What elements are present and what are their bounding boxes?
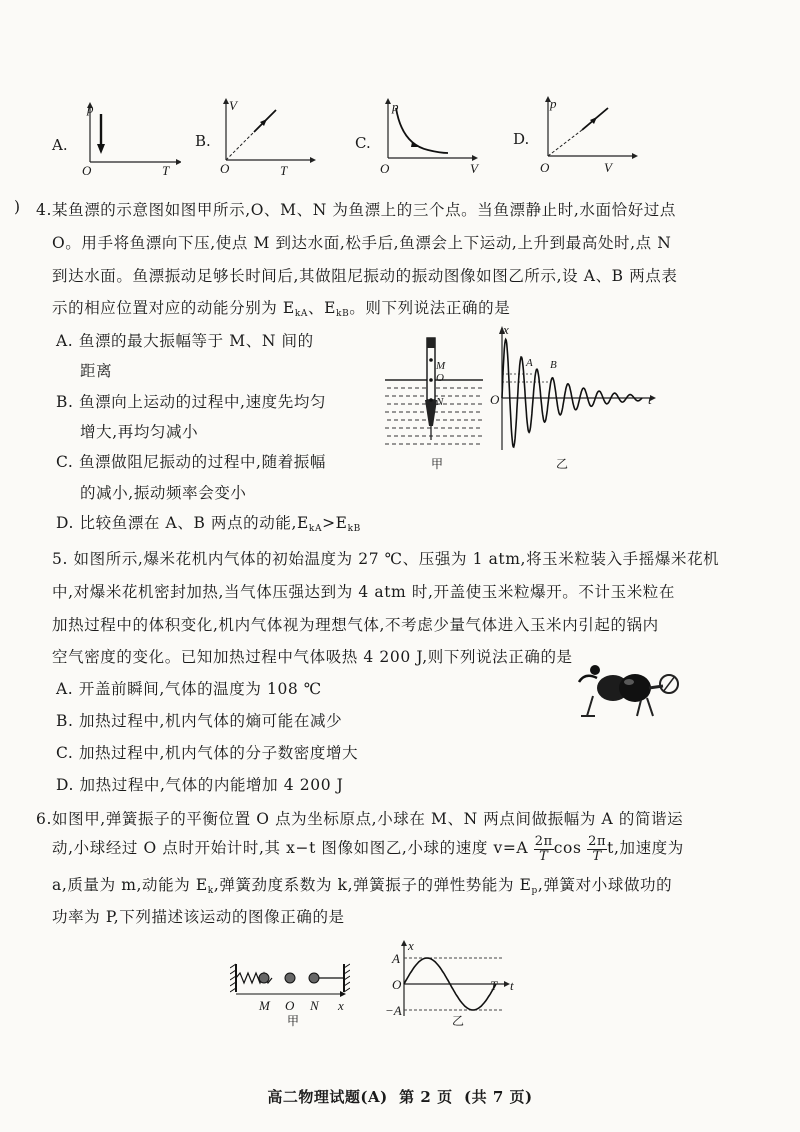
q4-graph-origin: O [490,392,500,407]
q5-option-c: C. 加热过程中,机内气体的分子数密度增大 [56,744,359,762]
q3-option-c-label: C. [355,134,371,152]
q3-a-x-label: T [162,163,170,178]
popcorn-machine-image [575,658,683,720]
q4-line-2: O。用手将鱼漂向下压,使点 M 到达水面,松手后,鱼漂会上下运动,上升到最高处时,点 N [52,234,672,252]
page-footer: 高二物理试题(A) 第 2 页 (共 7 页) [267,1088,533,1106]
fraction-2pi-over-T: $\frac{2\pi}{T}$ [534,833,553,864]
q6-graph-origin: O [392,977,402,992]
q3-c-origin: O [380,161,390,176]
q6-point-N-label: N [310,998,319,1013]
q4-float-N-label: N [436,396,444,408]
q6-graph-t-label: t [510,978,514,993]
q3-option-d-label: D. [513,130,530,148]
q5-line-3: 加热过程中的体积变化,机内气体视为理想气体,不考虑少量气体进入玉米内引起的锅内 [52,616,659,634]
q6-graph-negA-label: −A [385,1003,402,1018]
q4-option-d: D. 比较鱼漂在 A、B 两点的动能$,E_{kA}>E_{kB}$ [56,514,361,534]
q6-line-2: 动,小球经过 O 点时开始计时,其 x−t 图像如图乙,小球的速度 v=A $\frac{2\pi}{T}$ cos $\frac{2\pi}{T}$ t,加速度为 [52,833,684,864]
q4-damped-graph [490,322,660,454]
q3-d-origin: O [540,160,550,175]
q4-margin-mark: ) [14,198,21,216]
q3-c-y-label: p [392,99,399,114]
q4-graph-x-label: x [503,322,509,337]
q5-line-1: 5. 如图所示,爆米花机内气体的初始温度为 27 ℃、压强为 1 atm,将玉米粒装入手摇爆米花机 [52,550,720,568]
q4-float-M-label: M [436,360,446,372]
q6-point-O-label: O [285,998,295,1013]
q4-float-diagram [385,330,485,450]
q6-line-4: 功率为 P,下列描述该运动的图像正确的是 [52,908,345,926]
q3-option-a-label: A. [52,136,68,154]
q3-option-b-label: B. [195,132,211,150]
q4-option-b-line-1: B. 鱼漂向上运动的过程中,速度先均匀 [56,393,327,411]
q3-a-y-label: p [87,101,94,116]
q5-option-d: D. 加热过程中,气体的内能增加 4 200 J [56,776,344,794]
q3-b-origin: O [220,161,230,176]
q4-point-A-label: A [526,357,533,369]
q4-float-O-label: O [436,372,444,384]
q3-d-y-label: p [550,96,557,111]
q4-line-3: 到达水面。鱼漂振动足够长时间后,其做阻尼振动的振动图像如图乙所示,设 A、B 两点表 [52,267,678,285]
q5-option-b: B. 加热过程中,机内气体的熵可能在减少 [56,712,343,730]
q4-option-c-line-1: C. 鱼漂做阻尼振动的过程中,随着振幅 [56,453,326,471]
q3-b-x-label: T [280,163,288,178]
q4-option-a-line-2: 距离 [80,362,113,380]
q6-figure-yi-caption: 乙 [452,1014,465,1028]
q3-a-origin: O [82,163,92,178]
fraction-2pi-over-T-argument: $\frac{2\pi}{T}$ [588,833,607,864]
q5-line-2: 中,对爆米花机密封加热,当气体压强达到为 4 atm 时,开盖使玉米粒爆开。不计玉米粒在 [52,583,675,601]
q3-d-x-label: V [604,160,612,175]
q4-option-a-line-1: A. 鱼漂的最大振幅等于 M、N 间的 [56,332,314,350]
q6-graph-x-label: x [408,938,414,953]
q3-c-x-label: V [470,161,478,176]
q5-line-4: 空气密度的变化。已知加热过程中气体吸热 4 200 J,则下列说法正确的是 [52,648,573,666]
q6-line-3: a,质量为 m,动能为 $E_k$,弹簧劲度系数为 k,弹簧振子的弹性势能为 $E_p$,弹簧对小球做功的 [52,876,673,896]
q4-line-4: 示的相应位置对应的动能分别为 $E_{kA}$、$E_{kB}$。则下列说法正确的是 [52,299,511,319]
q3-b-y-label: V [229,98,237,113]
q4-figure-yi-caption: 乙 [556,457,569,471]
q5-option-a: A. 开盖前瞬间,气体的温度为 108 ℃ [56,680,322,698]
q6-point-M-label: M [259,998,270,1013]
q4-option-b-line-2: 增大,再均匀减小 [80,423,199,441]
q4-point-B-label: B [550,359,557,371]
q6-spring-x-label: x [338,998,344,1013]
q6-graph-T-label: T [490,978,498,993]
q4-option-c-line-2: 的减小,振动频率会变小 [80,484,247,502]
q6-line-1: 6.如图甲,弹簧振子的平衡位置 O 点为坐标原点,小球在 M、N 两点间做振幅为 A 的简谐运 [36,810,684,828]
q6-graph-A-label: A [392,951,400,966]
q4-graph-t-label: t [648,392,652,407]
q4-line-1: 4.某鱼漂的示意图如图甲所示,O、M、N 为鱼漂上的三个点。当鱼漂静止时,水面恰好过点 [36,201,677,219]
q6-figure-jia-caption: 甲 [287,1014,300,1028]
q4-figure-jia-caption: 甲 [431,457,444,471]
